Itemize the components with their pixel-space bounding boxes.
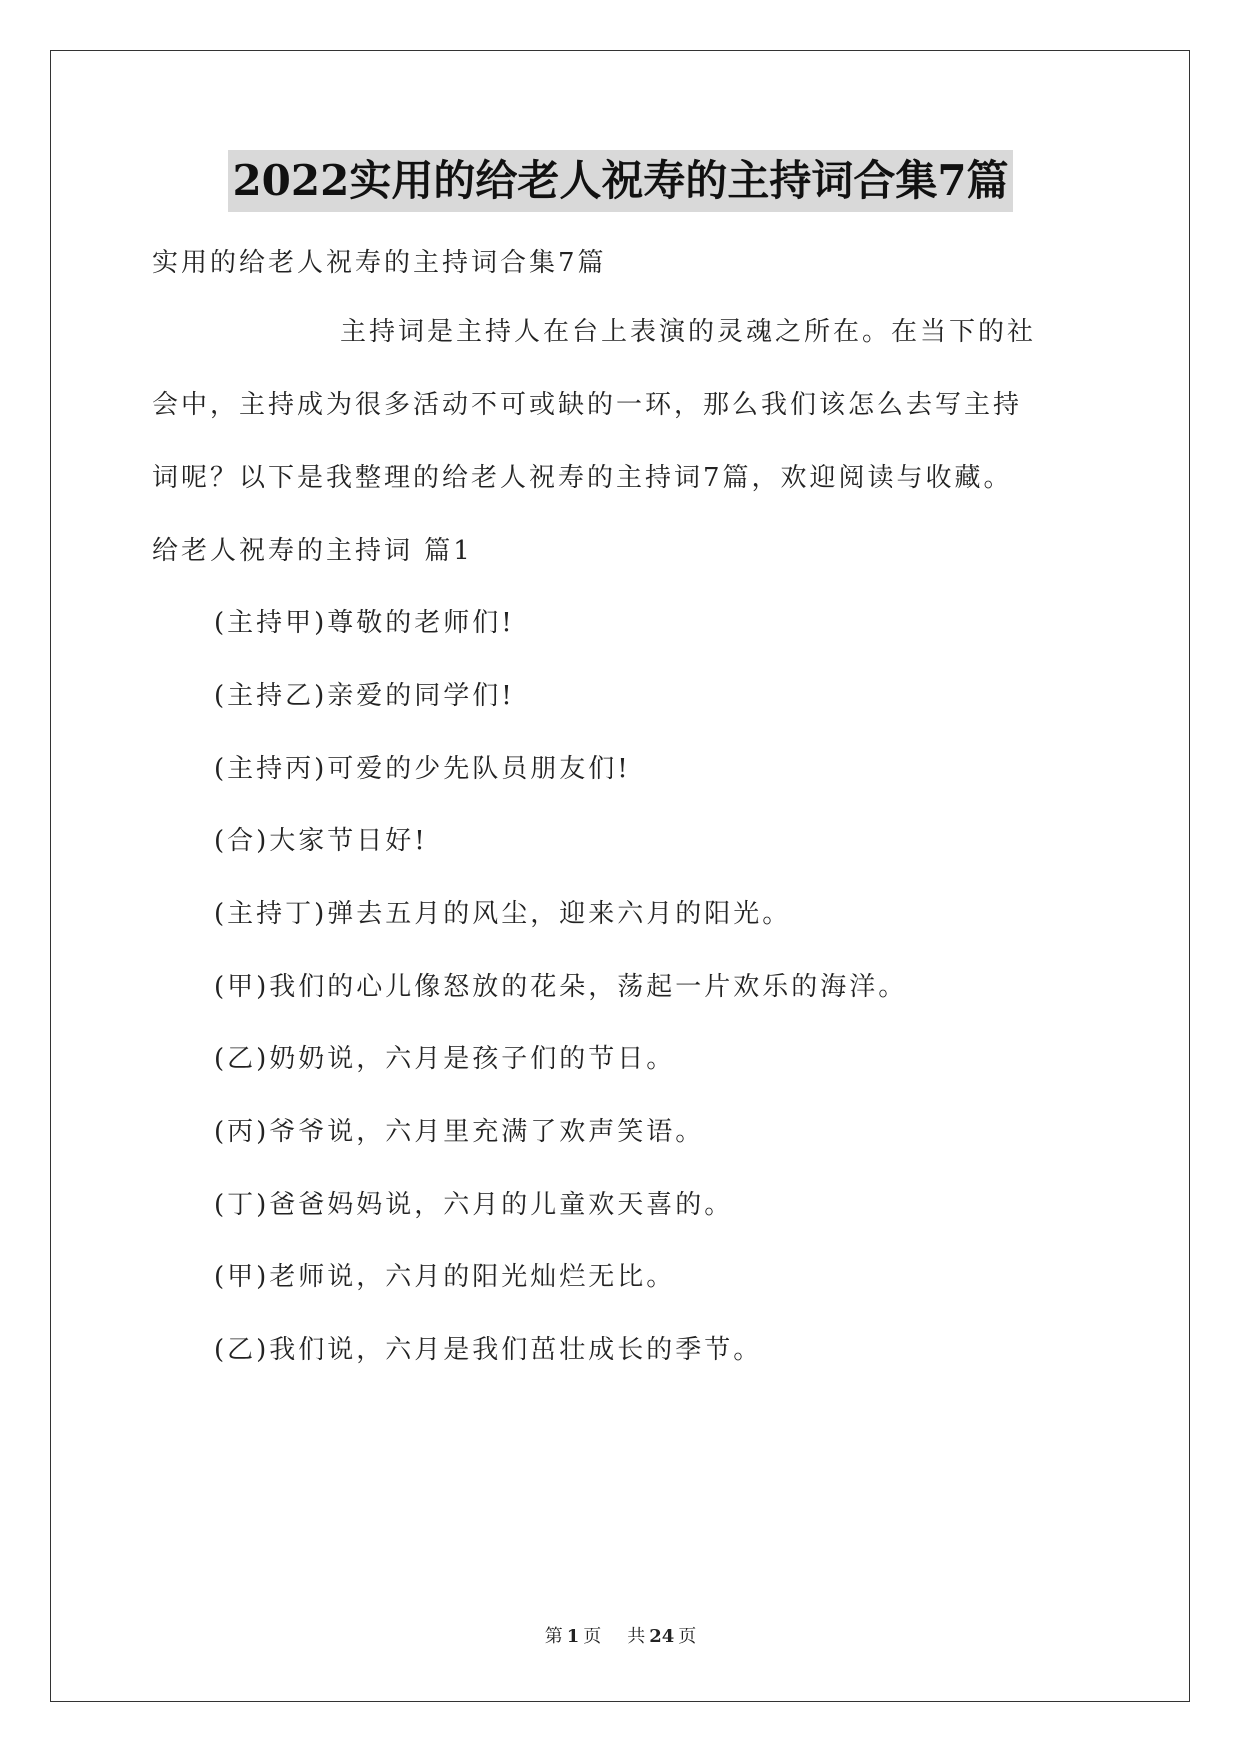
- dialog-line: (丙)爷爷说，六月里充满了欢声笑语。: [214, 1117, 705, 1147]
- total-pages: 24: [649, 1626, 675, 1647]
- document-title: 2022实用的给老人祝寿的主持词合集7篇: [228, 150, 1012, 212]
- dialog-line: (主持丙)可爱的少先队员朋友们!: [214, 754, 631, 784]
- dialog-line: (丁)爸爸妈妈说，六月的儿童欢天喜的。: [214, 1190, 734, 1220]
- dialog-line: (甲)我们的心儿像怒放的花朵，荡起一片欢乐的海洋。: [214, 972, 908, 1002]
- page-number: 1: [566, 1626, 580, 1647]
- total-unit: 页: [678, 1626, 697, 1647]
- section-heading: 给老人祝寿的主持词 篇1: [152, 536, 473, 566]
- dialog-line: (合)大家节日好!: [214, 826, 428, 856]
- title-container: [0, 150, 1241, 212]
- dialog-line: (主持甲)尊敬的老师们!: [214, 608, 515, 638]
- page-unit: 页: [583, 1626, 602, 1647]
- dialog-line: (甲)老师说，六月的阳光灿烂无比。: [214, 1262, 676, 1292]
- intro-line-1: 主持词是主持人在台上表演的灵魂之所在。在当下的社: [340, 317, 1037, 347]
- dialog-line: (乙)我们说，六月是我们茁壮成长的季节。: [214, 1335, 763, 1365]
- page-footer: [0, 1622, 1241, 1648]
- page-border: [50, 50, 1190, 1702]
- dialog-line: (主持乙)亲爱的同学们!: [214, 681, 515, 711]
- dialog-line: (乙)奶奶说，六月是孩子们的节日。: [214, 1044, 676, 1074]
- total-prefix: 共: [627, 1626, 646, 1647]
- page-prefix: 第: [544, 1626, 563, 1647]
- intro-line-3: 词呢？以下是我整理的给老人祝寿的主持词7篇，欢迎阅读与收藏。: [152, 463, 1013, 493]
- dialog-line: (主持丁)弹去五月的风尘，迎来六月的阳光。: [214, 899, 792, 929]
- intro-line-2: 会中，主持成为很多活动不可或缺的一环，那么我们该怎么去写主持: [152, 390, 1023, 420]
- document-subtitle: 实用的给老人祝寿的主持词合集7篇: [152, 248, 607, 278]
